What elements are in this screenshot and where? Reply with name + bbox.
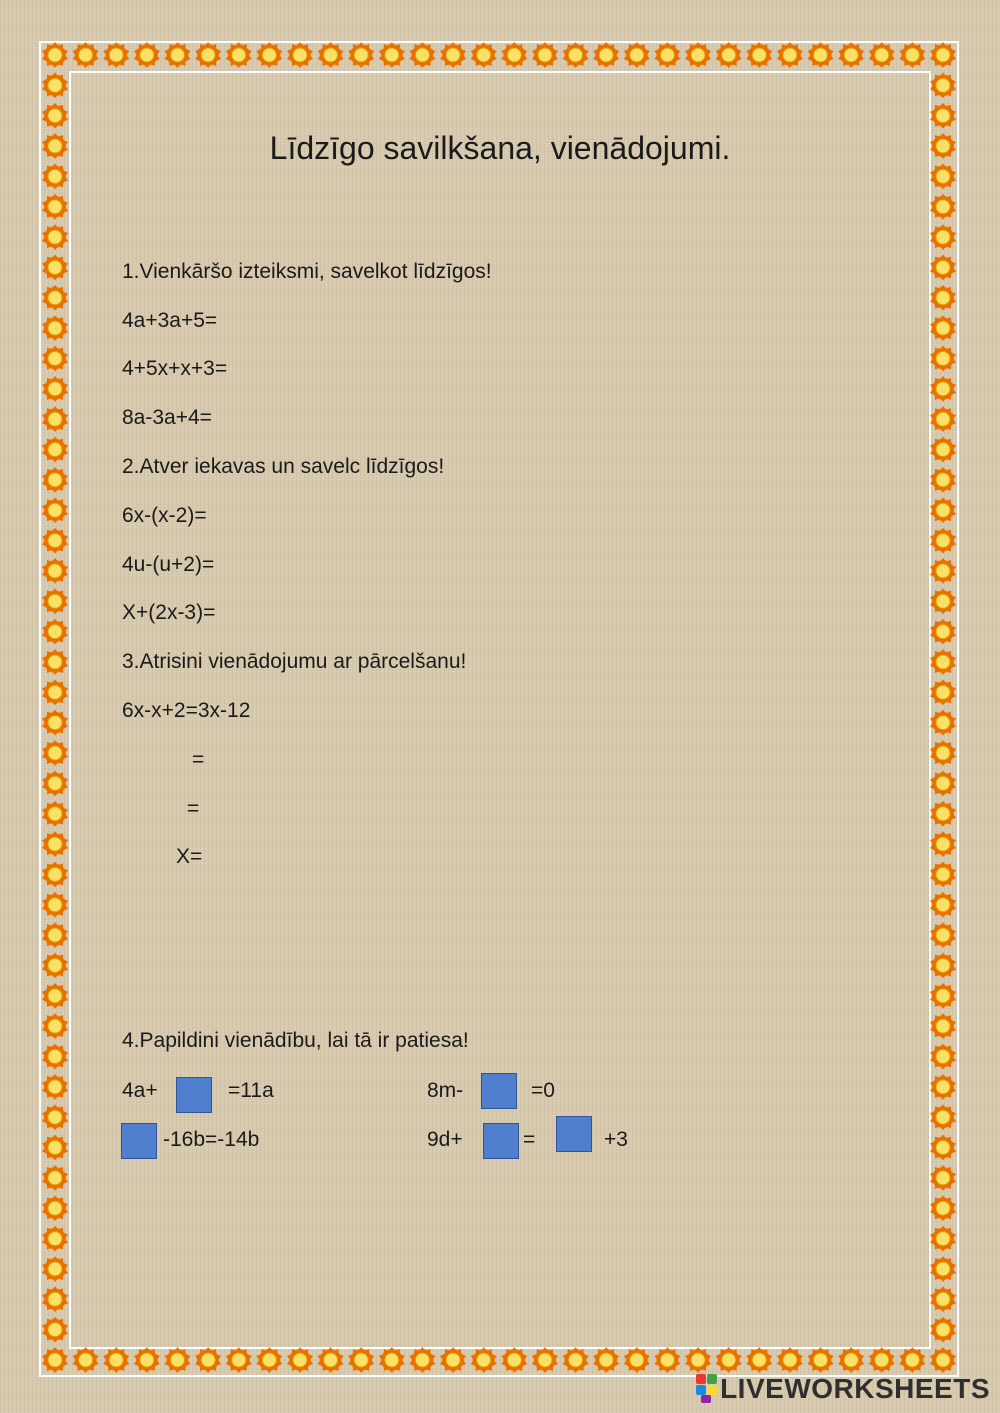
sunflower-icon [226, 1347, 252, 1373]
answer-box-5[interactable] [556, 1116, 592, 1152]
sunflower-icon [256, 42, 282, 68]
sunflower-icon [440, 42, 466, 68]
sunflower-icon [134, 42, 160, 68]
sunflower-icon [195, 1347, 221, 1373]
sunflower-icon [318, 1347, 344, 1373]
sunflower-icon [42, 1074, 68, 1100]
task4-row1-left-prefix: 4a+ [122, 1079, 158, 1102]
sunflower-icon [42, 72, 68, 98]
sunflower-icon [685, 1347, 711, 1373]
sunflower-icon [930, 588, 956, 614]
sunflower-icon [42, 437, 68, 463]
sunflower-icon [624, 42, 650, 68]
sunflower-icon [409, 1347, 435, 1373]
sunflower-icon [808, 1347, 834, 1373]
sunflower-icon [930, 619, 956, 645]
sunflower-icon [42, 315, 68, 341]
sunflower-icon [930, 679, 956, 705]
sunflower-icon [287, 1347, 313, 1373]
sunflower-icon [42, 1044, 68, 1070]
sunflower-icon [42, 1286, 68, 1312]
sunflower-icon [42, 892, 68, 918]
task4-row1-right-suffix: =0 [531, 1079, 555, 1102]
sunflower-icon [930, 1195, 956, 1221]
liveworksheets-logo [696, 1371, 990, 1407]
sunflower-icon [930, 1044, 956, 1070]
sunflower-icon [42, 163, 68, 189]
sunflower-icon [930, 831, 956, 857]
sunflower-icon [42, 1317, 68, 1343]
sunflower-icon [164, 42, 190, 68]
sunflower-icon [930, 103, 956, 129]
answer-box-2[interactable] [481, 1073, 517, 1109]
sunflower-icon [318, 42, 344, 68]
sunflower-icon [930, 437, 956, 463]
sunflower-icon [42, 831, 68, 857]
sunflower-icon [103, 42, 129, 68]
sunflower-icon [379, 42, 405, 68]
sunflower-icon [777, 1347, 803, 1373]
sunflower-icon [930, 1286, 956, 1312]
task3-step-1: = [192, 748, 205, 771]
sunflower-icon [42, 619, 68, 645]
task4-row2-right-prefix: 9d+ [427, 1128, 463, 1151]
sunflower-icon [746, 1347, 772, 1373]
sunflower-icon [42, 1165, 68, 1191]
sunflower-icon [930, 1226, 956, 1252]
sunflower-icon [73, 1347, 99, 1373]
sunflower-icon [685, 42, 711, 68]
sunflower-icon [42, 770, 68, 796]
task2-item-3: X+(2x-3)= [122, 601, 216, 624]
sunflower-icon [930, 194, 956, 220]
sunflower-icon [42, 1104, 68, 1130]
sunflower-icon [103, 1347, 129, 1373]
sunflower-icon [930, 770, 956, 796]
sunflower-icon [501, 42, 527, 68]
sunflower-icon [42, 983, 68, 1009]
sunflower-icon [134, 1347, 160, 1373]
sunflower-icon [42, 710, 68, 736]
sunflower-icon [654, 42, 680, 68]
task3-heading: 3.Atrisini vienādojumu ar pārcelšanu! [122, 650, 467, 673]
logo-mark-icon [696, 1374, 718, 1404]
sunflower-icon [930, 740, 956, 766]
sunflower-icon [899, 42, 925, 68]
task4-row2-right-eq: = [523, 1128, 536, 1151]
sunflower-icon [930, 1317, 956, 1343]
sunflower-icon [930, 1256, 956, 1282]
sunflower-icon [256, 1347, 282, 1373]
sunflower-icon [42, 1347, 68, 1373]
sunflower-icon [930, 376, 956, 402]
sunflower-icon [838, 1347, 864, 1373]
sunflower-icon [838, 42, 864, 68]
task2-item-1: 6x-(x-2)= [122, 504, 207, 527]
sunflower-icon [440, 1347, 466, 1373]
sunflower-icon [42, 558, 68, 584]
sunflower-icon [746, 42, 772, 68]
sunflower-icon [42, 497, 68, 523]
sunflower-icon [287, 42, 313, 68]
sunflower-icon [930, 254, 956, 280]
sunflower-icon [532, 1347, 558, 1373]
sunflower-icon [42, 467, 68, 493]
sunflower-icon [563, 1347, 589, 1373]
sunflower-icon [930, 467, 956, 493]
sunflower-icon [930, 406, 956, 432]
sunflower-icon [930, 42, 956, 68]
task1-item-1: 4a+3a+5= [122, 309, 218, 332]
sunflower-icon [42, 649, 68, 675]
task2-item-2: 4u-(u+2)= [122, 553, 215, 576]
task4-row2-left-suffix: -16b=-14b [163, 1128, 260, 1151]
sunflower-icon [808, 42, 834, 68]
sunflower-icon [716, 1347, 742, 1373]
sunflower-icon [930, 528, 956, 554]
sunflower-icon [930, 497, 956, 523]
sunflower-icon [42, 801, 68, 827]
sunflower-icon [42, 1195, 68, 1221]
sunflower-icon [471, 42, 497, 68]
sunflower-icon [930, 861, 956, 887]
task4-row1-right-prefix: 8m- [427, 1079, 464, 1102]
sunflower-icon [930, 922, 956, 948]
sunflower-icon [930, 952, 956, 978]
sunflower-icon [930, 285, 956, 311]
sunflower-icon [42, 679, 68, 705]
sunflower-icon [42, 345, 68, 371]
task4-row1-left-suffix: =11a [228, 1079, 274, 1102]
sunflower-icon [42, 588, 68, 614]
sunflower-icon [716, 42, 742, 68]
sunflower-icon [869, 42, 895, 68]
sunflower-icon [42, 406, 68, 432]
logo-text: LIVEWORKSHEETS [720, 1373, 990, 1404]
sunflower-icon [930, 1074, 956, 1100]
task3-result: X= [176, 845, 203, 868]
sunflower-icon [73, 42, 99, 68]
sunflower-icon [42, 1013, 68, 1039]
sunflower-icon [226, 42, 252, 68]
sunflower-icon [593, 42, 619, 68]
sunflower-icon [930, 1104, 956, 1130]
task3-equation: 6x-x+2=3x-12 [122, 699, 251, 722]
sunflower-icon [42, 1226, 68, 1252]
sunflower-icon [471, 1347, 497, 1373]
sunflower-icon [930, 163, 956, 189]
sunflower-icon [930, 801, 956, 827]
sunflower-icon [930, 710, 956, 736]
task2-heading: 2.Atver iekavas un savelc līdzīgos! [122, 455, 445, 478]
sunflower-icon [899, 1347, 925, 1373]
sunflower-icon [42, 922, 68, 948]
sunflower-icon [869, 1347, 895, 1373]
task3-step-2: = [187, 797, 200, 820]
sunflower-icon [42, 740, 68, 766]
sunflower-icon [195, 42, 221, 68]
sunflower-icon [348, 1347, 374, 1373]
sunflower-icon [593, 1347, 619, 1373]
sunflower-icon [501, 1347, 527, 1373]
sunflower-icon [930, 1135, 956, 1161]
sunflower-icon [930, 558, 956, 584]
sunflower-icon [42, 285, 68, 311]
sunflower-icon [409, 42, 435, 68]
sunflower-icon [532, 42, 558, 68]
sunflower-icon [42, 42, 68, 68]
sunflower-icon [563, 42, 589, 68]
sunflower-icon [777, 42, 803, 68]
sunflower-icon [930, 649, 956, 675]
sunflower-icon [42, 376, 68, 402]
sunflower-icon [164, 1347, 190, 1373]
sunflower-icon [930, 315, 956, 341]
sunflower-icon [930, 345, 956, 371]
answer-box-3[interactable] [121, 1123, 157, 1159]
sunflower-icon [654, 1347, 680, 1373]
sunflower-icon [42, 254, 68, 280]
sunflower-icon [624, 1347, 650, 1373]
sunflower-icon [930, 1165, 956, 1191]
answer-box-4[interactable] [483, 1123, 519, 1159]
sunflower-icon [42, 224, 68, 250]
sunflower-icon [42, 861, 68, 887]
sunflower-icon [348, 42, 374, 68]
task4-row2-right-suffix: +3 [604, 1128, 628, 1151]
answer-box-1[interactable] [176, 1077, 212, 1113]
task4-heading: 4.Papildini vienādību, lai tā ir patiesa! [122, 1029, 469, 1052]
sunflower-icon [42, 1256, 68, 1282]
sunflower-icon [930, 224, 956, 250]
sunflower-icon [379, 1347, 405, 1373]
sunflower-icon [930, 983, 956, 1009]
sunflower-icon [42, 952, 68, 978]
sunflower-icon [930, 72, 956, 98]
sunflower-icon [42, 528, 68, 554]
page-title: Līdzīgo savilkšana, vienādojumi. [269, 130, 731, 166]
sunflower-icon [42, 1135, 68, 1161]
task1-item-2: 4+5x+x+3= [122, 357, 228, 380]
task1-heading: 1.Vienkāršo izteiksmi, savelkot līdzīgos! [122, 260, 492, 283]
task1-item-3: 8a-3a+4= [122, 406, 212, 429]
sunflower-icon [930, 892, 956, 918]
sunflower-icon [42, 103, 68, 129]
sunflower-icon [930, 1347, 956, 1373]
sunflower-icon [930, 1013, 956, 1039]
sunflower-icon [42, 194, 68, 220]
